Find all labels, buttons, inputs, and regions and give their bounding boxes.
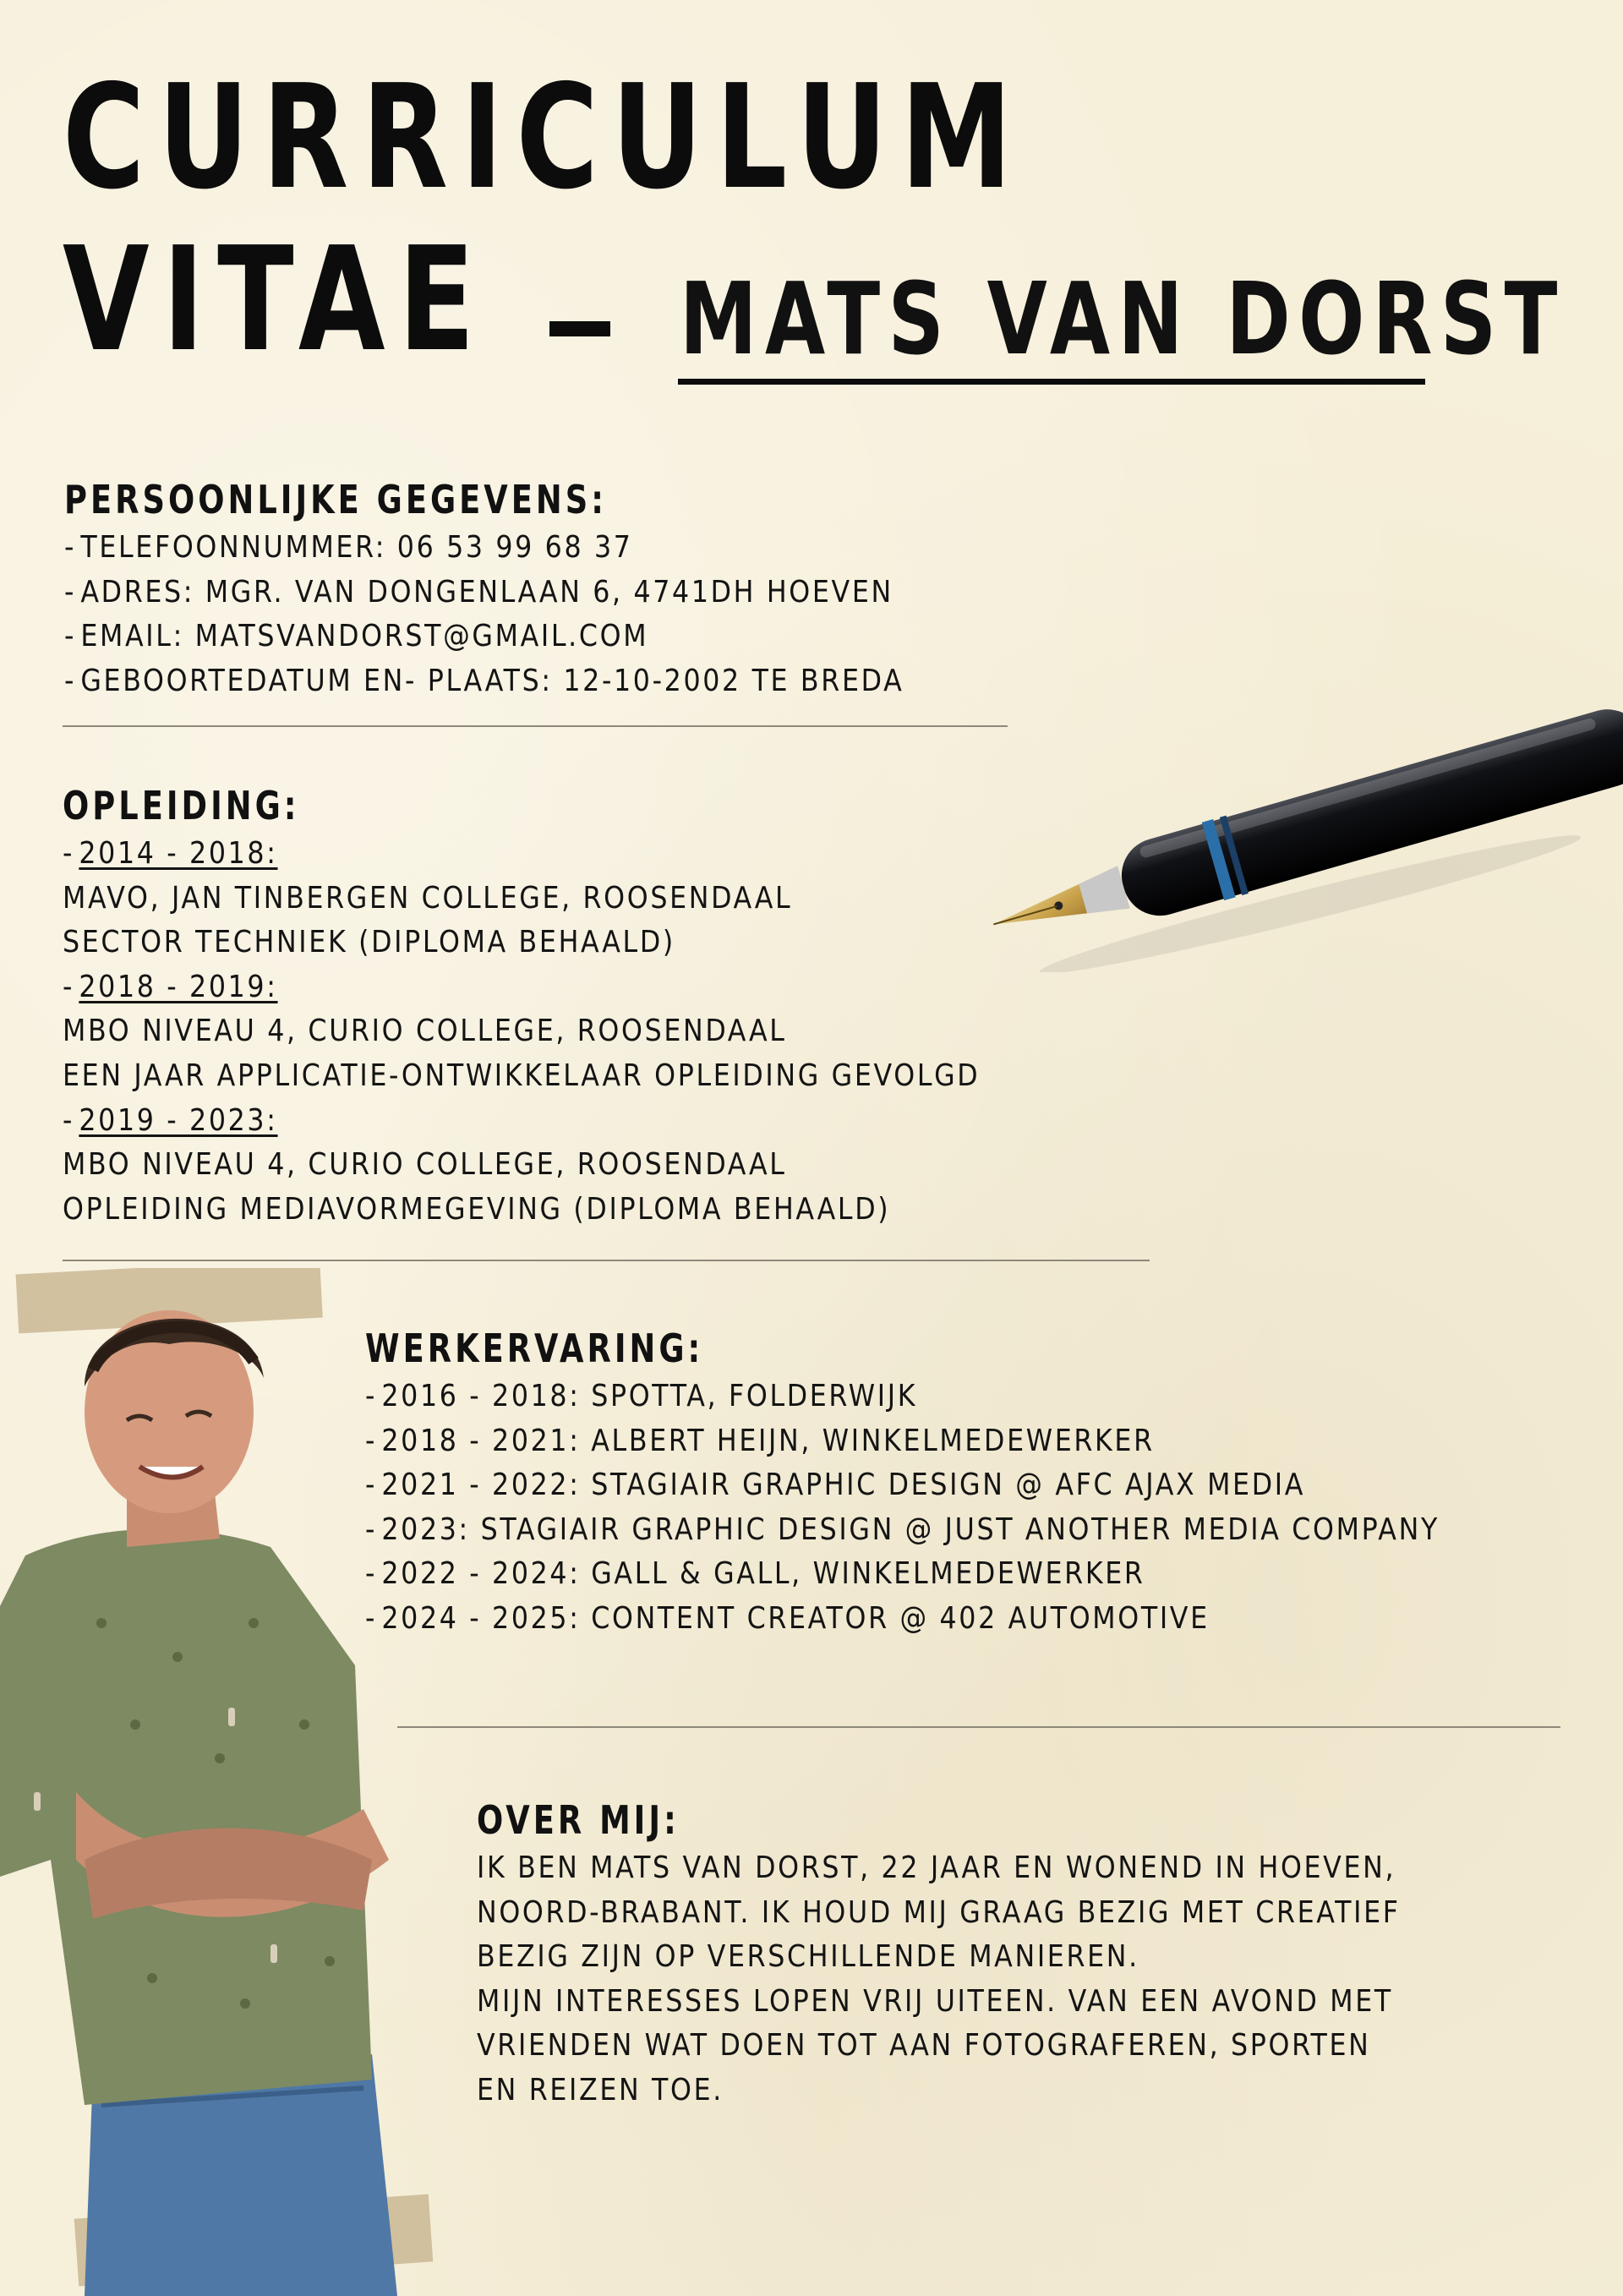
work-item: - 2022 - 2024: GALL & GALL, WINKELMEDEWERKER [365, 1556, 1145, 1592]
about-heading: OVER MIJ: [477, 1797, 680, 1843]
education-line: MAVO, JAN TINBERGEN COLLEGE, ROOSENDAAL [63, 880, 793, 916]
about-line: BEZIG ZIJN OP VERSCHILLENDE MANIEREN. [477, 1939, 1139, 1975]
education-line: OPLEIDING MEDIAVORMEGEVING (DIPLOMA BEHAALD) [63, 1191, 891, 1227]
education-line: MBO NIVEAU 4, CURIO COLLEGE, ROOSENDAAL [63, 1147, 787, 1183]
personal-heading: PERSOONLIJKE GEGEVENS: [64, 477, 607, 522]
title-vitae: VITAE [63, 216, 489, 384]
personal-list [64, 526, 1019, 703]
work-item: - 2018 - 2021: ALBERT HEIJN, WINKELMEDEWERKER [365, 1423, 1155, 1458]
about-line: EN REIZEN TOE. [477, 2072, 724, 2107]
divider [397, 1726, 1560, 1728]
education-period: - 2018 - 2019: [63, 969, 278, 1004]
personal-item: - ADRES: MGR. VAN DONGENLAAN 6, 4741DH HOEVEN [64, 574, 893, 610]
divider [63, 1260, 1150, 1261]
personal-item: - TELEFOONNUMMER: 06 53 99 68 37 [64, 530, 633, 565]
education-heading: OPLEIDING: [63, 783, 300, 828]
about-text [477, 1846, 1527, 2113]
title-name: MATS VAN DORST [680, 260, 1566, 377]
education-line: EEN JAAR APPLICATIE-ONTWIKKELAAR OPLEIDING GEVOLGD [63, 1058, 981, 1093]
work-heading: WERKERVARING: [365, 1326, 704, 1371]
education-period: - 2019 - 2023: [63, 1102, 278, 1138]
title-dash [549, 321, 610, 336]
fountain-pen-icon [947, 693, 1623, 972]
portrait-photo [0, 1268, 456, 2296]
about-line: VRIENDEN WAT DOEN TOT AAN FOTOGRAFEREN, SPORTEN [477, 2028, 1371, 2064]
title-name-underline [678, 379, 1425, 385]
education-period: - 2014 - 2018: [63, 836, 278, 871]
divider [63, 725, 1008, 727]
personal-item: - GEBOORTEDATUM EN- PLAATS: 12-10-2002 TE BREDA [64, 663, 904, 698]
about-line: MIJN INTERESSES LOPEN VRIJ UITEEN. VAN EEN AVOND MET [477, 1983, 1393, 2019]
work-item: - 2021 - 2022: STAGIAIR GRAPHIC DESIGN @ AFC AJAX MEDIA [365, 1468, 1306, 1503]
work-item: - 2024 - 2025: CONTENT CREATOR @ 402 AUTOMOTIVE [365, 1600, 1210, 1636]
education-line: SECTOR TECHNIEK (DIPLOMA BEHAALD) [63, 925, 675, 960]
education-line: MBO NIVEAU 4, CURIO COLLEGE, ROOSENDAAL [63, 1014, 787, 1049]
about-line: IK BEN MATS VAN DORST, 22 JAAR EN WONEND IN HOEVEN, [477, 1850, 1396, 1885]
personal-item: - EMAIL: MATSVANDORST@GMAIL.COM [64, 619, 649, 654]
work-item: - 2016 - 2018: SPOTTA, FOLDERWIJK [365, 1379, 918, 1413]
title-curriculum: CURRICULUM [63, 54, 1025, 221]
about-line: NOORD-BRABANT. IK HOUD MIJ GRAAG BEZIG MET CREATIEF [477, 1894, 1401, 1930]
work-item: - 2023: STAGIAIR GRAPHIC DESIGN @ JUST ANOTHER MEDIA COMPANY [365, 1512, 1440, 1547]
work-list [365, 1375, 1586, 1642]
